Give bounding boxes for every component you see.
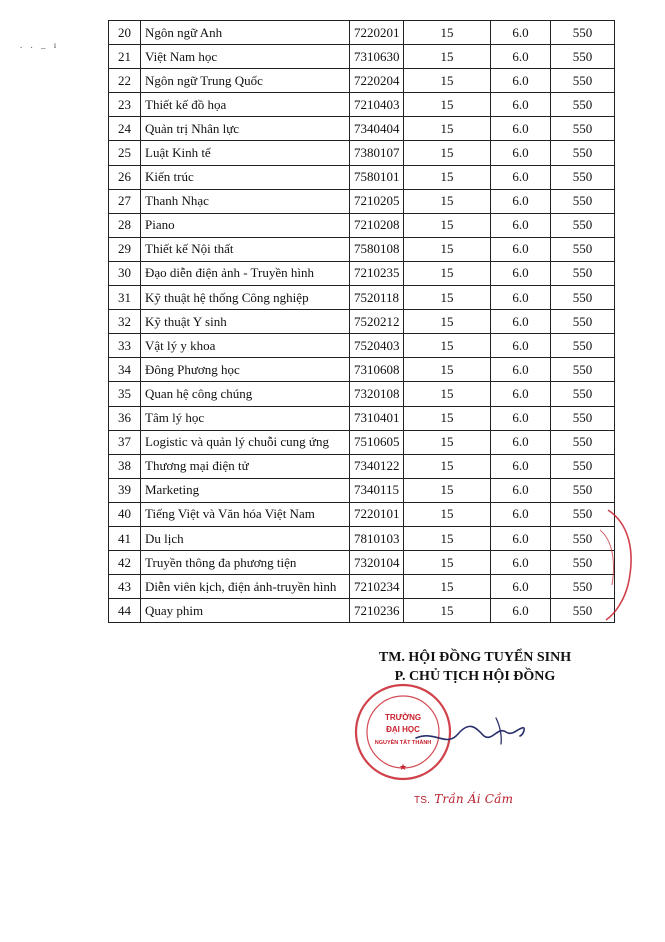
major-code-cell: 7210208 bbox=[350, 213, 404, 237]
score-aptitude-cell: 550 bbox=[551, 45, 615, 69]
row-number-cell: 41 bbox=[109, 526, 141, 550]
margin-stamp-fragment-icon bbox=[598, 505, 658, 625]
table-row bbox=[109, 45, 615, 69]
major-name-cell: Truyền thông đa phương tiện bbox=[141, 551, 350, 575]
major-name-cell: Luật Kinh tế bbox=[141, 141, 350, 165]
major-code-cell: 7520212 bbox=[350, 310, 404, 334]
score-gpa-cell: 6.0 bbox=[491, 286, 551, 310]
major-code-cell: 7320108 bbox=[350, 382, 404, 406]
major-name-cell: Thương mại điện tử bbox=[141, 454, 350, 478]
major-name-cell: Đạo diễn điện ảnh - Truyền hình bbox=[141, 261, 350, 285]
major-code-cell: 7210205 bbox=[350, 189, 404, 213]
score-aptitude-cell: 550 bbox=[551, 310, 615, 334]
handwritten-signature-icon bbox=[416, 726, 524, 739]
row-number-cell: 27 bbox=[109, 189, 141, 213]
row-number-cell: 37 bbox=[109, 430, 141, 454]
table-row bbox=[109, 237, 615, 261]
row-number-cell: 30 bbox=[109, 261, 141, 285]
corner-mark: . . _ ı bbox=[20, 40, 60, 50]
major-code-cell: 7220101 bbox=[350, 502, 404, 526]
score-thpt-cell: 15 bbox=[404, 21, 491, 45]
major-code-cell: 7340115 bbox=[350, 478, 404, 502]
major-code-cell: 7580108 bbox=[350, 237, 404, 261]
score-gpa-cell: 6.0 bbox=[491, 358, 551, 382]
major-name-cell: Diễn viên kịch, điện ảnh-truyền hình bbox=[141, 575, 350, 599]
row-number-cell: 29 bbox=[109, 237, 141, 261]
major-name-cell: Kiến trúc bbox=[141, 165, 350, 189]
score-aptitude-cell: 550 bbox=[551, 286, 615, 310]
major-name-cell: Thanh Nhạc bbox=[141, 189, 350, 213]
score-aptitude-cell: 550 bbox=[551, 358, 615, 382]
score-aptitude-cell: 550 bbox=[551, 382, 615, 406]
row-number-cell: 23 bbox=[109, 93, 141, 117]
major-name-cell: Đông Phương học bbox=[141, 358, 350, 382]
major-name-cell: Logistic và quản lý chuỗi cung ứng bbox=[141, 430, 350, 454]
score-gpa-cell: 6.0 bbox=[491, 237, 551, 261]
score-aptitude-cell: 550 bbox=[551, 478, 615, 502]
major-name-cell: Quay phim bbox=[141, 599, 350, 623]
score-thpt-cell: 15 bbox=[404, 430, 491, 454]
score-gpa-cell: 6.0 bbox=[491, 334, 551, 358]
stamp-text-line3: NGUYỄN TẤT THÀNH bbox=[374, 740, 432, 746]
score-aptitude-cell: 550 bbox=[551, 213, 615, 237]
score-gpa-cell: 6.0 bbox=[491, 599, 551, 623]
score-aptitude-cell: 550 bbox=[551, 141, 615, 165]
score-gpa-cell: 6.0 bbox=[491, 310, 551, 334]
score-thpt-cell: 15 bbox=[404, 358, 491, 382]
table-row bbox=[109, 478, 615, 502]
score-thpt-cell: 15 bbox=[404, 286, 491, 310]
table-row bbox=[109, 310, 615, 334]
score-gpa-cell: 6.0 bbox=[491, 45, 551, 69]
score-aptitude-cell: 550 bbox=[551, 575, 615, 599]
score-aptitude-cell: 550 bbox=[551, 551, 615, 575]
major-code-cell: 7210235 bbox=[350, 261, 404, 285]
row-number-cell: 28 bbox=[109, 213, 141, 237]
row-number-cell: 21 bbox=[109, 45, 141, 69]
major-name-cell: Quản trị Nhân lực bbox=[141, 117, 350, 141]
score-gpa-cell: 6.0 bbox=[491, 93, 551, 117]
major-code-cell: 7310401 bbox=[350, 406, 404, 430]
major-code-cell: 7340122 bbox=[350, 454, 404, 478]
score-aptitude-cell: 550 bbox=[551, 599, 615, 623]
major-name-cell: Thiết kế đồ họa bbox=[141, 93, 350, 117]
score-aptitude-cell: 550 bbox=[551, 334, 615, 358]
score-gpa-cell: 6.0 bbox=[491, 526, 551, 550]
major-name-cell: Tiếng Việt và Văn hóa Việt Nam bbox=[141, 502, 350, 526]
row-number-cell: 22 bbox=[109, 69, 141, 93]
table-row bbox=[109, 286, 615, 310]
score-thpt-cell: 15 bbox=[404, 478, 491, 502]
major-name-cell: Marketing bbox=[141, 478, 350, 502]
row-number-cell: 36 bbox=[109, 406, 141, 430]
score-thpt-cell: 15 bbox=[404, 334, 491, 358]
major-name-cell: Tâm lý học bbox=[141, 406, 350, 430]
score-thpt-cell: 15 bbox=[404, 502, 491, 526]
score-gpa-cell: 6.0 bbox=[491, 382, 551, 406]
score-aptitude-cell: 550 bbox=[551, 21, 615, 45]
major-code-cell: 7310608 bbox=[350, 358, 404, 382]
table-row bbox=[109, 93, 615, 117]
table-row bbox=[109, 165, 615, 189]
major-name-cell: Kỹ thuật hệ thống Công nghiệp bbox=[141, 286, 350, 310]
table-row bbox=[109, 551, 615, 575]
score-thpt-cell: 15 bbox=[404, 141, 491, 165]
major-name-cell: Ngôn ngữ Anh bbox=[141, 21, 350, 45]
table-body bbox=[109, 21, 615, 623]
svg-text:★: ★ bbox=[398, 762, 408, 772]
major-code-cell: 7340404 bbox=[350, 117, 404, 141]
official-stamp-icon bbox=[356, 685, 450, 779]
score-gpa-cell: 6.0 bbox=[491, 551, 551, 575]
score-gpa-cell: 6.0 bbox=[491, 478, 551, 502]
signer-fullname: Trần Ái Cầm bbox=[434, 792, 514, 806]
table-row bbox=[109, 213, 615, 237]
table-row bbox=[109, 261, 615, 285]
score-gpa-cell: 6.0 bbox=[491, 21, 551, 45]
table-row bbox=[109, 575, 615, 599]
major-name-cell: Việt Nam học bbox=[141, 45, 350, 69]
score-gpa-cell: 6.0 bbox=[491, 430, 551, 454]
major-name-cell: Quan hệ công chúng bbox=[141, 382, 350, 406]
score-gpa-cell: 6.0 bbox=[491, 261, 551, 285]
score-thpt-cell: 15 bbox=[404, 189, 491, 213]
score-gpa-cell: 6.0 bbox=[491, 117, 551, 141]
score-thpt-cell: 15 bbox=[404, 526, 491, 550]
score-gpa-cell: 6.0 bbox=[491, 213, 551, 237]
major-code-cell: 7310630 bbox=[350, 45, 404, 69]
major-code-cell: 7210236 bbox=[350, 599, 404, 623]
score-gpa-cell: 6.0 bbox=[491, 165, 551, 189]
major-code-cell: 7210234 bbox=[350, 575, 404, 599]
table-row bbox=[109, 406, 615, 430]
score-thpt-cell: 15 bbox=[404, 261, 491, 285]
score-aptitude-cell: 550 bbox=[551, 526, 615, 550]
major-code-cell: 7380107 bbox=[350, 141, 404, 165]
score-aptitude-cell: 550 bbox=[551, 430, 615, 454]
table-row bbox=[109, 334, 615, 358]
major-name-cell: Ngôn ngữ Trung Quốc bbox=[141, 69, 350, 93]
score-thpt-cell: 15 bbox=[404, 382, 491, 406]
score-thpt-cell: 15 bbox=[404, 454, 491, 478]
row-number-cell: 20 bbox=[109, 21, 141, 45]
score-aptitude-cell: 550 bbox=[551, 189, 615, 213]
major-name-cell: Kỹ thuật Y sinh bbox=[141, 310, 350, 334]
row-number-cell: 24 bbox=[109, 117, 141, 141]
stamp-text-line2: ĐẠI HỌC bbox=[386, 725, 420, 734]
major-code-cell: 7220201 bbox=[350, 21, 404, 45]
signer-name bbox=[414, 792, 513, 806]
score-aptitude-cell: 550 bbox=[551, 261, 615, 285]
score-thpt-cell: 15 bbox=[404, 599, 491, 623]
major-code-cell: 7210403 bbox=[350, 93, 404, 117]
row-number-cell: 33 bbox=[109, 334, 141, 358]
table-row bbox=[109, 502, 615, 526]
stamp-text-line1: TRƯỜNG bbox=[384, 713, 422, 722]
major-name-cell: Du lịch bbox=[141, 526, 350, 550]
row-number-cell: 31 bbox=[109, 286, 141, 310]
table-row bbox=[109, 454, 615, 478]
major-code-cell: 7510605 bbox=[350, 430, 404, 454]
score-gpa-cell: 6.0 bbox=[491, 575, 551, 599]
score-gpa-cell: 6.0 bbox=[491, 141, 551, 165]
major-code-cell: 7810103 bbox=[350, 526, 404, 550]
admission-score-table bbox=[108, 20, 615, 623]
major-name-cell: Thiết kế Nội thất bbox=[141, 237, 350, 261]
score-thpt-cell: 15 bbox=[404, 45, 491, 69]
row-number-cell: 42 bbox=[109, 551, 141, 575]
score-thpt-cell: 15 bbox=[404, 406, 491, 430]
table-row bbox=[109, 382, 615, 406]
signer-prefix: TS. bbox=[414, 795, 431, 806]
score-aptitude-cell: 550 bbox=[551, 237, 615, 261]
row-number-cell: 34 bbox=[109, 358, 141, 382]
score-aptitude-cell: 550 bbox=[551, 69, 615, 93]
row-number-cell: 39 bbox=[109, 478, 141, 502]
major-code-cell: 7580101 bbox=[350, 165, 404, 189]
row-number-cell: 26 bbox=[109, 165, 141, 189]
table-row bbox=[109, 599, 615, 623]
major-name-cell: Vật lý y khoa bbox=[141, 334, 350, 358]
table-row bbox=[109, 430, 615, 454]
table-row bbox=[109, 117, 615, 141]
signature-title-line2: P. CHỦ TỊCH HỘI ĐỒNG bbox=[394, 669, 556, 684]
row-number-cell: 40 bbox=[109, 502, 141, 526]
score-gpa-cell: 6.0 bbox=[491, 189, 551, 213]
score-aptitude-cell: 550 bbox=[551, 165, 615, 189]
signature-title-line1: TM. HỘI ĐỒNG TUYỂN SINH bbox=[378, 650, 572, 665]
score-thpt-cell: 15 bbox=[404, 69, 491, 93]
major-code-cell: 7320104 bbox=[350, 551, 404, 575]
row-number-cell: 35 bbox=[109, 382, 141, 406]
score-thpt-cell: 15 bbox=[404, 165, 491, 189]
score-aptitude-cell: 550 bbox=[551, 117, 615, 141]
row-number-cell: 38 bbox=[109, 454, 141, 478]
score-thpt-cell: 15 bbox=[404, 551, 491, 575]
score-aptitude-cell: 550 bbox=[551, 406, 615, 430]
score-thpt-cell: 15 bbox=[404, 575, 491, 599]
table-row bbox=[109, 526, 615, 550]
score-aptitude-cell: 550 bbox=[551, 93, 615, 117]
major-code-cell: 7520118 bbox=[350, 286, 404, 310]
score-gpa-cell: 6.0 bbox=[491, 502, 551, 526]
table-row bbox=[109, 69, 615, 93]
major-code-cell: 7220204 bbox=[350, 69, 404, 93]
table-row bbox=[109, 21, 615, 45]
score-thpt-cell: 15 bbox=[404, 117, 491, 141]
major-code-cell: 7520403 bbox=[350, 334, 404, 358]
table-row bbox=[109, 358, 615, 382]
score-gpa-cell: 6.0 bbox=[491, 69, 551, 93]
major-name-cell: Piano bbox=[141, 213, 350, 237]
table-row bbox=[109, 189, 615, 213]
table-row bbox=[109, 141, 615, 165]
score-thpt-cell: 15 bbox=[404, 237, 491, 261]
score-gpa-cell: 6.0 bbox=[491, 454, 551, 478]
score-gpa-cell: 6.0 bbox=[491, 406, 551, 430]
row-number-cell: 43 bbox=[109, 575, 141, 599]
row-number-cell: 25 bbox=[109, 141, 141, 165]
score-thpt-cell: 15 bbox=[404, 213, 491, 237]
score-thpt-cell: 15 bbox=[404, 310, 491, 334]
row-number-cell: 44 bbox=[109, 599, 141, 623]
score-aptitude-cell: 550 bbox=[551, 454, 615, 478]
score-thpt-cell: 15 bbox=[404, 93, 491, 117]
row-number-cell: 32 bbox=[109, 310, 141, 334]
score-aptitude-cell: 550 bbox=[551, 502, 615, 526]
